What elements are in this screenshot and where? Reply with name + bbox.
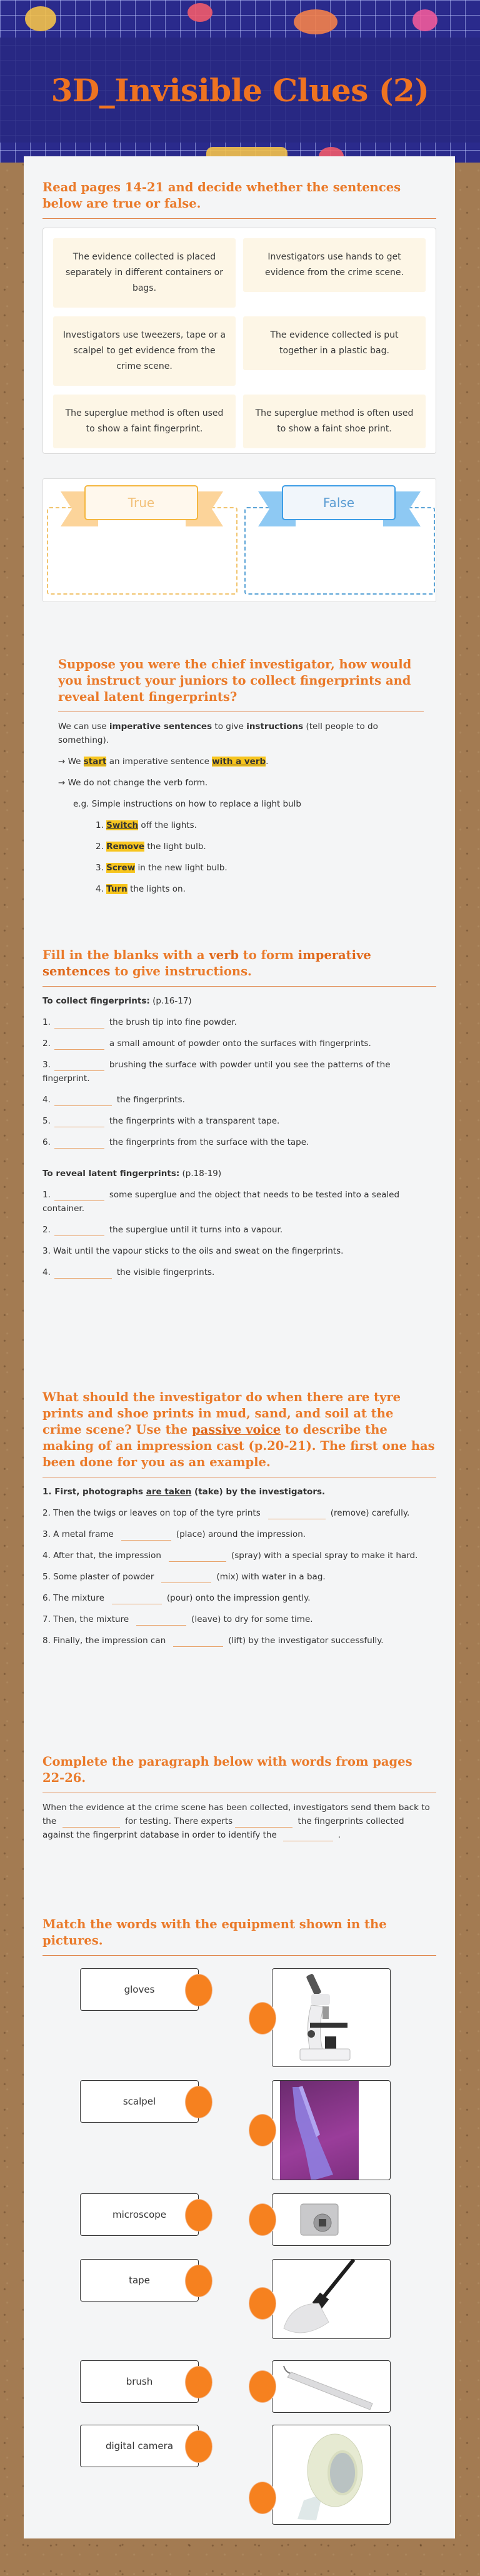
example-item: [42, 1485, 436, 1499]
statement-card[interactable]: Investigators use hands to get evidence from the crime scene.: [243, 238, 426, 292]
bold-term: imperative sentences: [42, 948, 371, 979]
text: What should the investigator do when there are tyre prints and shoe prints in mud, sand, and soil at the crime scene? Use the: [42, 1390, 401, 1437]
text: a small amount of powder onto the surfaces with fingerprints.: [109, 1039, 371, 1049]
text: 3. A metal frame: [42, 1529, 114, 1539]
blank-input[interactable]: [54, 1020, 104, 1029]
example-step: [58, 882, 424, 896]
text: 8. Finally, the impression can: [42, 1636, 166, 1646]
blank-input[interactable]: [54, 1140, 104, 1149]
fill-item: [42, 1114, 436, 1128]
word-item[interactable]: microscope: [80, 2193, 199, 2236]
text: When the evidence at the crime scene has been collected, investigators send them back to the: [42, 1803, 430, 1826]
highlight: start: [83, 757, 107, 767]
fill-item: [42, 1223, 436, 1237]
text: 7. Then, the mixture: [42, 1614, 129, 1624]
title-band: [0, 38, 480, 143]
microscope-icon: [272, 1969, 391, 2067]
text: .: [266, 757, 269, 767]
answer: are taken: [146, 1487, 192, 1497]
rule-2: → We do not change the verb form.: [58, 778, 208, 788]
bold-term: To collect fingerprints:: [42, 996, 150, 1006]
true-label: True: [84, 485, 198, 520]
blank-input[interactable]: [121, 1532, 171, 1541]
step-number: 4.: [96, 884, 107, 894]
fill-item: [42, 1527, 436, 1541]
subheading: [42, 994, 436, 1008]
text: to describe the making of an impression cast (p.20-21). The first one has been done for you as an example.: [42, 1422, 435, 1469]
text: an imperative sentence: [106, 757, 212, 767]
collect-list: [42, 994, 436, 1149]
picture-connector-dot[interactable]: [249, 2482, 276, 2514]
backpack-doodle-icon: [294, 9, 338, 34]
passive-voice-section: [42, 1389, 436, 1648]
subheading: [42, 1167, 436, 1180]
fill-item: [42, 1506, 436, 1520]
blank-input[interactable]: [62, 1819, 120, 1828]
text: (mix) with water in a bag.: [216, 1572, 326, 1582]
step-number: 3.: [96, 863, 107, 873]
text: brushing the surface with powder until you see the patterns of the fingerprint.: [42, 1060, 391, 1084]
bold-term: To reveal latent fingerprints:: [42, 1169, 180, 1179]
word-connector-dot[interactable]: [185, 2086, 212, 2118]
fill-item: [42, 1093, 436, 1107]
true-ribbon: [61, 485, 223, 520]
false-ribbon: [258, 485, 421, 520]
word-item[interactable]: gloves: [80, 1968, 199, 2011]
step-number: 1.: [96, 820, 107, 830]
fill-item: [42, 1613, 436, 1626]
section-title: [42, 947, 436, 987]
text: to give instructions.: [110, 964, 252, 979]
statement-card[interactable]: The evidence collected is placed separately in different containers or bags.: [53, 238, 236, 308]
text: the fingerprints with a transparent tape.: [109, 1116, 280, 1126]
true-false-section: [42, 179, 436, 454]
picture-connector-dot[interactable]: [249, 2114, 276, 2146]
text: off the lights.: [138, 820, 197, 830]
fill-item: [42, 1015, 436, 1029]
word-item[interactable]: tape: [80, 2259, 199, 2302]
text: (pour) onto the impression gently.: [166, 1593, 311, 1603]
heart-doodle-icon: [188, 3, 212, 22]
blank-input[interactable]: [54, 1041, 104, 1050]
picture-connector-dot[interactable]: [249, 2203, 276, 2236]
text: the visible fingerprints.: [116, 1267, 215, 1277]
blank-input[interactable]: [169, 1553, 226, 1562]
fill-item: [42, 1135, 436, 1149]
text: .: [338, 1830, 341, 1840]
text: the fingerprints collected against the fingerprint database in order to identify the: [42, 1816, 404, 1840]
microscope-picture[interactable]: [272, 1968, 391, 2067]
blank-input[interactable]: [54, 1062, 104, 1071]
example-title: e.g. Simple instructions on how to replace a light bulb: [73, 799, 301, 809]
blank-input[interactable]: [235, 1819, 292, 1828]
highlight: Remove: [106, 842, 145, 852]
text: (place) around the impression.: [176, 1529, 306, 1539]
scalpel-icon: [272, 2361, 391, 2413]
text: the light bulb.: [144, 842, 206, 852]
item-number: 4.: [42, 1095, 51, 1105]
fill-item: [42, 1265, 436, 1279]
text: to give: [212, 722, 247, 732]
bold-term: imperative sentences: [109, 722, 212, 732]
text: 6. The mixture: [42, 1593, 104, 1603]
camera-icon: [272, 2194, 391, 2246]
item-number: 1.: [42, 1190, 51, 1200]
blank-input[interactable]: [54, 1192, 104, 1201]
item-number: 4.: [42, 1267, 51, 1277]
picture-connector-dot[interactable]: [249, 2002, 276, 2035]
highlight: with a verb: [212, 757, 266, 767]
heart-doodle-icon: [412, 9, 438, 31]
step-number: 2.: [96, 842, 107, 852]
blank-input[interactable]: [54, 1119, 104, 1127]
word-connector-dot[interactable]: [185, 2430, 212, 2463]
blank-input[interactable]: [173, 1638, 223, 1647]
brush-picture[interactable]: [272, 2259, 391, 2339]
paragraph-section: [42, 1754, 436, 1842]
fill-item: [42, 1549, 436, 1562]
statement-card[interactable]: The superglue method is often used to show a faint shoe print.: [243, 395, 426, 448]
blank-input[interactable]: [136, 1617, 186, 1626]
worksheet-panel: [24, 156, 455, 2538]
explanation: [58, 720, 424, 896]
fill-blanks-section: [42, 947, 436, 1279]
matching-section: [42, 1916, 436, 1956]
text: the fingerprints.: [116, 1095, 185, 1105]
text: → We: [58, 757, 84, 767]
item-number: 3.: [42, 1060, 51, 1070]
picture-connector-dot[interactable]: [249, 2370, 276, 2403]
intro-text: [58, 720, 424, 747]
imperatives-section: [58, 657, 424, 896]
word-item[interactable]: brush: [80, 2360, 199, 2403]
item-number: 2.: [42, 1225, 51, 1235]
page-title: 3D_Invisible Clues (2): [51, 71, 429, 109]
section-title: Read pages 14-21 and decide whether the sentences below are true or false.: [42, 179, 436, 219]
fill-item: [42, 1634, 436, 1648]
blank-input[interactable]: [54, 1097, 112, 1106]
text: 4. After that, the impression: [42, 1551, 161, 1561]
blank-input[interactable]: [112, 1596, 162, 1604]
text: 5. Some plaster of powder: [42, 1572, 154, 1582]
text: for testing. There experts: [125, 1816, 233, 1826]
highlight: Switch: [106, 820, 139, 830]
highlight: Turn: [106, 884, 128, 894]
example-step: [58, 861, 424, 875]
text: (tell people to do something).: [58, 722, 378, 745]
header-banner: [0, 0, 480, 163]
bold-term: verb: [209, 948, 239, 962]
word-connector-dot[interactable]: [185, 1974, 212, 2006]
text: (leave) to dry for some time.: [191, 1614, 313, 1624]
false-label: False: [282, 485, 396, 520]
glove-icon: [280, 2081, 359, 2180]
statement-card[interactable]: Investigators use tweezers, tape or a scalpel to get evidence from the crime scene.: [53, 316, 236, 386]
blank-input[interactable]: [283, 1833, 333, 1841]
word-item[interactable]: digital camera: [80, 2425, 199, 2467]
text: 1. First, photographs: [42, 1487, 146, 1497]
section-title: [42, 1389, 436, 1477]
blank-input[interactable]: [268, 1511, 326, 1519]
rule-1: [58, 755, 424, 768]
item-number: 2.: [42, 1039, 51, 1049]
gloves-photo: [280, 2081, 359, 2180]
word-connector-dot[interactable]: [185, 2199, 212, 2231]
fill-item: [42, 1058, 436, 1085]
scalpel-picture[interactable]: [272, 2360, 391, 2413]
blank-input[interactable]: [54, 1227, 104, 1236]
digital-camera-picture[interactable]: [272, 2193, 391, 2246]
passive-voice-link[interactable]: passive voice: [192, 1422, 281, 1437]
page-ref: (p.16-17): [149, 996, 192, 1006]
text: Fill in the blanks with a: [42, 948, 209, 962]
text: the fingerprints from the surface with the tape.: [109, 1137, 309, 1147]
picture-connector-dot[interactable]: [249, 2287, 276, 2320]
statement-card[interactable]: The superglue method is often used to show a faint fingerprint.: [53, 395, 236, 448]
highlight: Screw: [106, 863, 136, 873]
example-step: [58, 818, 424, 832]
bell-doodle-icon: [25, 6, 56, 31]
item-number: 1.: [42, 1017, 51, 1027]
fill-item: 3. Wait until the vapour sticks to the oils and sweat on the fingerprints.: [42, 1246, 344, 1256]
text: (remove) carefully.: [330, 1508, 410, 1518]
section-title: Suppose you were the chief investigator, how would you instruct your juniors to collect fingerprints and reveal latent fingerprints?: [58, 657, 424, 712]
text: (take) by the investigators.: [191, 1487, 326, 1497]
page-ref: (p.18-19): [179, 1169, 222, 1179]
word-connector-dot[interactable]: [185, 2366, 212, 2398]
blank-input[interactable]: [54, 1270, 112, 1279]
word-item[interactable]: scalpel: [80, 2080, 199, 2123]
card-pool: [42, 228, 436, 454]
paragraph: [42, 1801, 436, 1842]
fill-item: [42, 1037, 436, 1050]
statement-card[interactable]: The evidence collected is put together in a plastic bag.: [243, 316, 426, 370]
tape-picture[interactable]: [272, 2425, 391, 2525]
fill-item: [42, 1188, 436, 1215]
text: some superglue and the object that needs to be tested into a sealed container.: [42, 1190, 400, 1214]
text: to form: [239, 948, 298, 962]
tape-roll-icon: [272, 2425, 391, 2525]
text: in the new light bulb.: [135, 863, 228, 873]
text: (lift) by the investigator successfully.: [228, 1636, 384, 1646]
section-title: Complete the paragraph below with words from pages 22-26.: [42, 1754, 436, 1793]
text: We can use: [58, 722, 109, 732]
text: 2. Then the twigs or leaves on top of the tyre prints: [42, 1508, 261, 1518]
example-step: [58, 840, 424, 853]
bold-term: instructions: [246, 722, 304, 732]
paragraph-text: [42, 1801, 436, 1842]
text: the brush tip into fine powder.: [109, 1017, 237, 1027]
gloves-picture[interactable]: [272, 2080, 391, 2180]
passive-list: [42, 1485, 436, 1648]
item-number: 5.: [42, 1116, 51, 1126]
sort-buckets: [42, 478, 436, 602]
fill-item: [42, 1591, 436, 1605]
text: the superglue until it turns into a vapour.: [109, 1225, 283, 1235]
word-connector-dot[interactable]: [185, 2265, 212, 2297]
section-title: Match the words with the equipment shown in the pictures.: [42, 1916, 436, 1956]
fingerprint-brush-icon: [272, 2260, 391, 2339]
item-number: 6.: [42, 1137, 51, 1147]
text: (spray) with a special spray to make it hard.: [231, 1551, 418, 1561]
reveal-list: [42, 1167, 436, 1279]
fill-item: [42, 1570, 436, 1584]
text: the lights on.: [127, 884, 186, 894]
blank-input[interactable]: [161, 1574, 211, 1583]
